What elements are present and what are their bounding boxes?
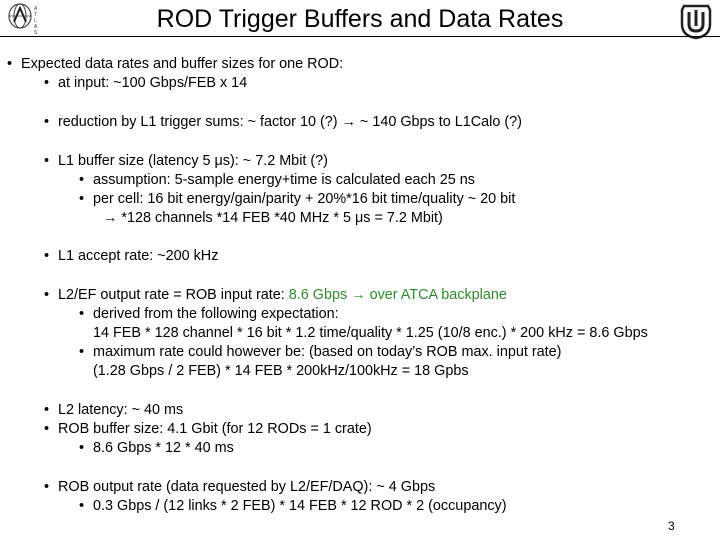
bullet-reduction: • reduction by L1 trigger sums: ~ factor 10 (?) → ~ 140 Gbps to L1Calo (?) [44,113,522,131]
university-logo-icon [678,2,714,40]
bullet-l1-accept: • L1 accept rate: ~200 kHz [44,247,218,265]
sub-bullet-rob-calc: • 8.6 Gbps * 12 * 40 ms [79,439,234,457]
svg-text:A: A [34,24,38,30]
title-divider [0,36,720,37]
page-number: 3 [668,519,675,533]
sub-bullet-per-cell: • per cell: 16 bit energy/gain/parity + 20%*16 bit time/quality ~ 20 bit [79,190,515,208]
continuation-line: (1.28 Gbps / 2 FEB) * 14 FEB * 200kHz/100kHz = 18 Gpbs [93,363,469,379]
bullet-rob-output: • ROB output rate (data requested by L2/EF/DAQ): ~ 4 Gbps [44,478,435,496]
bullet-text: L2/EF output rate = ROB input rate: [58,287,289,303]
page-title: ROD Trigger Buffers and Data Rates [156,5,564,33]
sub-bullet-assumption: • assumption: 5-sample energy+time is calculated each 25 ns [79,171,475,189]
bullet-rob-buffer: • ROB buffer size: 4.1 Gbit (for 12 RODs = 1 crate) [44,420,372,438]
sub-bullet-derived: • derived from the following expectation: [79,305,339,323]
continuation-line: 14 FEB * 128 channel * 16 bit * 1.2 time/quality * 1.25 (10/8 enc.) * 200 kHz = 8.6 Gbps [93,325,648,341]
sub-bullet-rob-output-calc: • 0.3 Gbps / (12 links * 2 FEB) * 14 FEB * 12 ROD * 2 (occupancy) [79,497,507,515]
continuation-line: → *128 channels *14 FEB *40 MHz * 5 μs = 7.2 Mbit) [103,210,443,226]
highlight-text: 8.6 Gbps → over ATCA backplane [288,287,507,303]
svg-text:A: A [34,6,38,12]
svg-text:S: S [34,30,38,36]
bullet-input-rate: • at input: ~100 Gbps/FEB x 14 [44,74,247,92]
bullet-l2ef-output [44,286,507,304]
svg-text:L: L [34,18,37,24]
svg-text:T: T [34,12,38,18]
sub-bullet-max-rate: • maximum rate could however be: (based on today’s ROB max. input rate) [79,343,561,361]
bullet-l1-buffer: • L1 buffer size (latency 5 μs): ~ 7.2 Mbit (?) [44,152,328,170]
bullet-l2-latency: • L2 latency: ~ 40 ms [44,401,183,419]
bullet-expected-rates: • Expected data rates and buffer sizes for one ROD: [7,55,343,73]
